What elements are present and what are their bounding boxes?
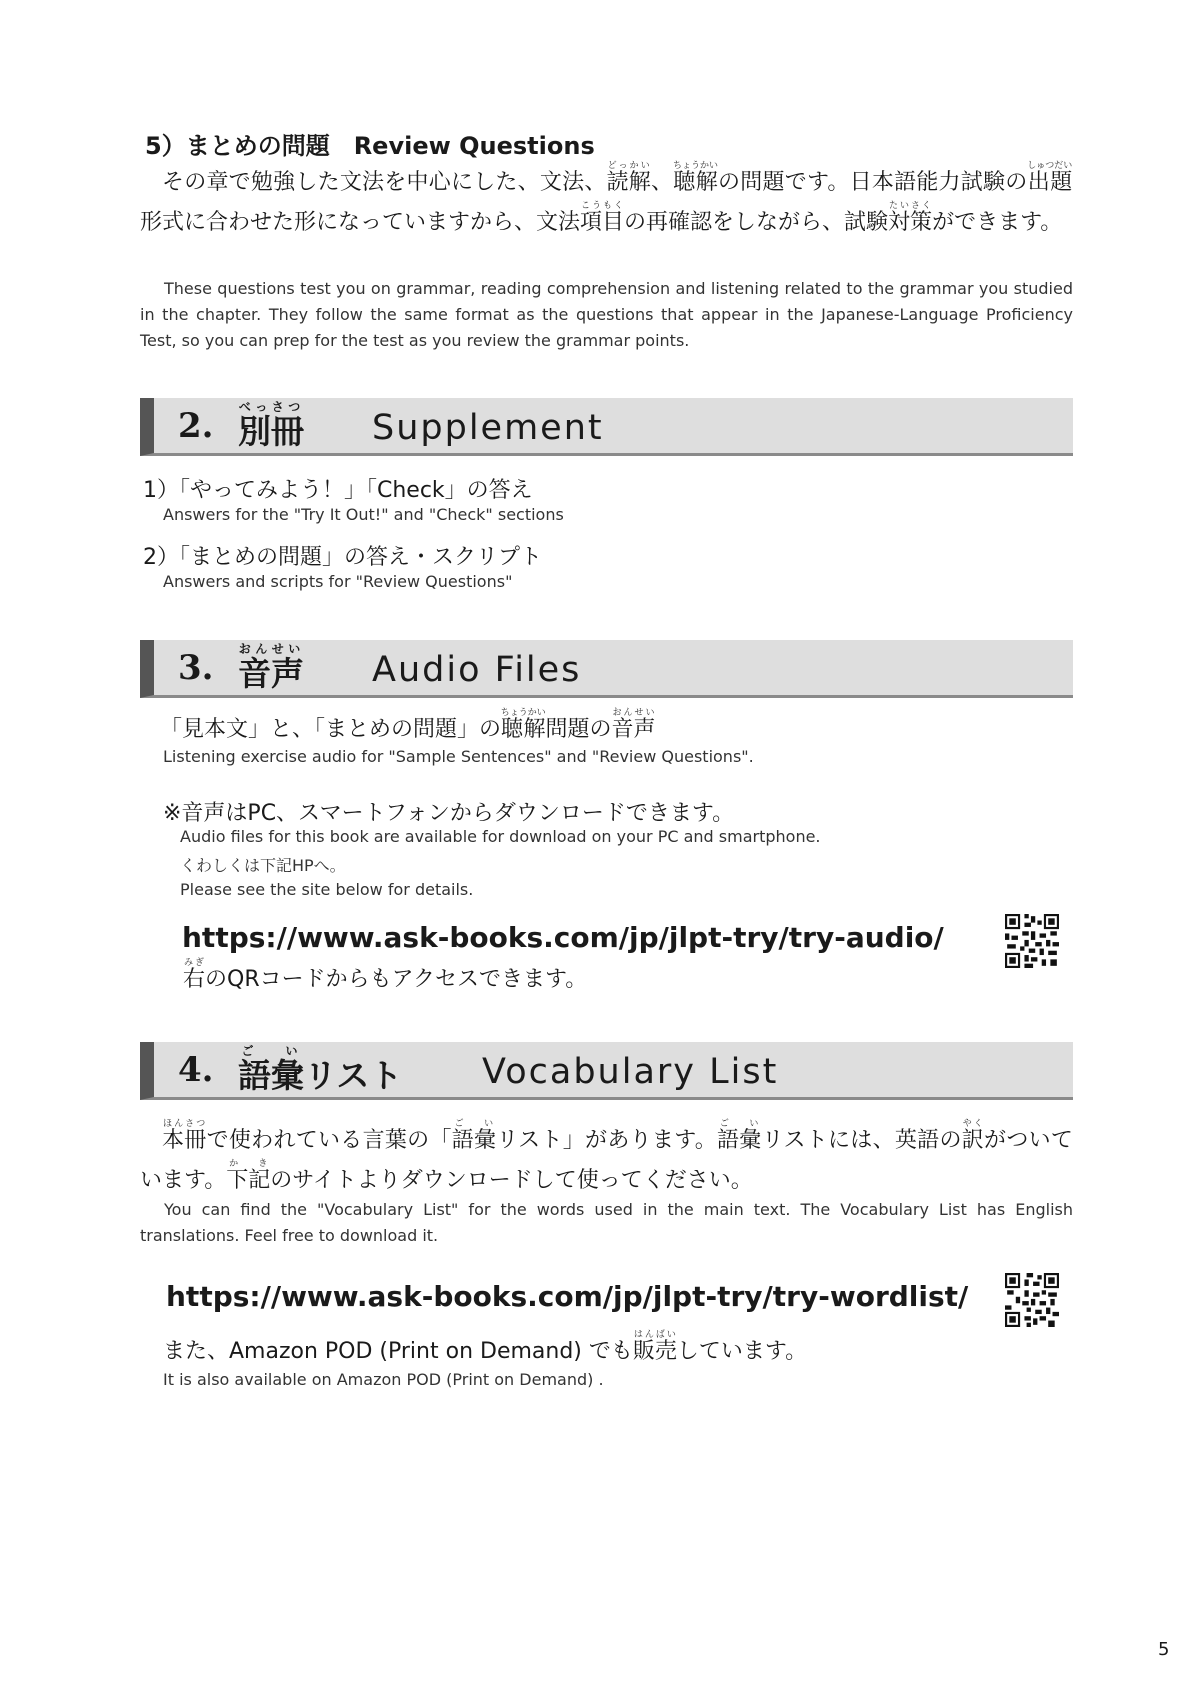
- section-number: 2.: [178, 406, 214, 446]
- audio-description-en: Listening exercise audio for "Sample Sentences" and "Review Questions".: [163, 747, 754, 766]
- amazon-pod-note-en: It is also available on Amazon POD (Print on Demand) .: [163, 1370, 604, 1389]
- section-title-jp: 音声おんせい: [238, 642, 304, 693]
- page-number: 5: [1158, 1639, 1170, 1660]
- section-title-en: Audio Files: [372, 650, 582, 690]
- ruby-word: 出題しゅつだい: [1027, 161, 1073, 195]
- review-questions-heading: 5）まとめの問題 Review Questions: [145, 132, 595, 160]
- audio-note-jp-details: くわしくは下記HPへ。: [180, 856, 346, 875]
- section-title-jp: 別冊べっさつ: [238, 400, 304, 451]
- supplement-item-2-jp: 2）「まとめの問題」の答え・スクリプト: [143, 545, 542, 570]
- section-title-jp: 語彙ご いリスト: [238, 1044, 403, 1095]
- audio-note-jp: ※音声はPC、スマートフォンからダウンロードできます。: [163, 801, 735, 826]
- ruby-word: 聴解ちょうかい: [673, 161, 719, 195]
- audio-download-link[interactable]: https://www.ask-books.com/jp/jlpt-try/try-audio/: [182, 921, 944, 954]
- ruby-word: 項目こうもく: [580, 201, 625, 235]
- vocabulary-description-en: You can find the "Vocabulary List" for the words used in the main text. The Vocabulary List has English translations. Feel free to download it.: [140, 1200, 1073, 1245]
- vocabulary-description-jp: 本冊ほんさつで使われている言葉の「語彙ご いリスト」があります。語彙ご いリストには、英語の訳やくがついています。下記か きのサイトよりダウンロードして使ってください。: [140, 1119, 1073, 1193]
- supplement-item-2-en: Answers and scripts for "Review Questions": [163, 572, 513, 591]
- review-questions-jp-text: その章で勉強した文法を中心にした、文法、読解どっかい、聴解ちょうかいの問題です。日本語能力試験の出題しゅつだい形式に合わせた形になっていますから、文法項目こうもくの再確認をしながら、試験対策たいさくができます。: [140, 161, 1073, 235]
- audio-note-en: Audio files for this book are available for download on your PC and smartphone.: [180, 827, 821, 846]
- vocabulary-qr-code-icon[interactable]: [1005, 1273, 1059, 1327]
- section-3-header: [140, 640, 1073, 698]
- section-title-en: Vocabulary List: [482, 1052, 779, 1092]
- supplement-item-1-en: Answers for the "Try It Out!" and "Check" sections: [163, 505, 564, 524]
- vocabulary-download-link[interactable]: https://www.ask-books.com/jp/jlpt-try/try-wordlist/: [166, 1280, 969, 1313]
- supplement-item-1-jp: 1）「やってみよう！」「Check」の答え: [143, 478, 533, 503]
- ruby-word: 対策たいさく: [888, 201, 933, 235]
- audio-qr-code-icon[interactable]: [1005, 914, 1059, 968]
- ruby-word: 読解どっかい: [606, 161, 652, 195]
- amazon-pod-note-jp: また、Amazon POD (Print on Demand) でも販売はんばいしています。: [163, 1330, 808, 1364]
- audio-description-jp: 「見本文」と、「まとめの問題」の聴解ちょうかい問題の音声おんせい: [160, 708, 656, 742]
- audio-note-en-details: Please see the site below for details.: [180, 880, 474, 899]
- section-2-header: [140, 398, 1073, 456]
- section-4-header: [140, 1042, 1073, 1100]
- section-number: 3.: [178, 648, 214, 688]
- section-number: 4.: [178, 1050, 214, 1090]
- audio-qr-note: 右みぎのQRコードからもアクセスできます。: [183, 958, 588, 992]
- section-title-en: Supplement: [372, 408, 604, 448]
- review-questions-en-text: These questions test you on grammar, reading comprehension and listening related to the grammar you studied in the chapter. They follow the same format as the questions that appear in the Japanese-Language Proficiency Test, so you can prep for the test as you review the grammar points.: [140, 279, 1073, 350]
